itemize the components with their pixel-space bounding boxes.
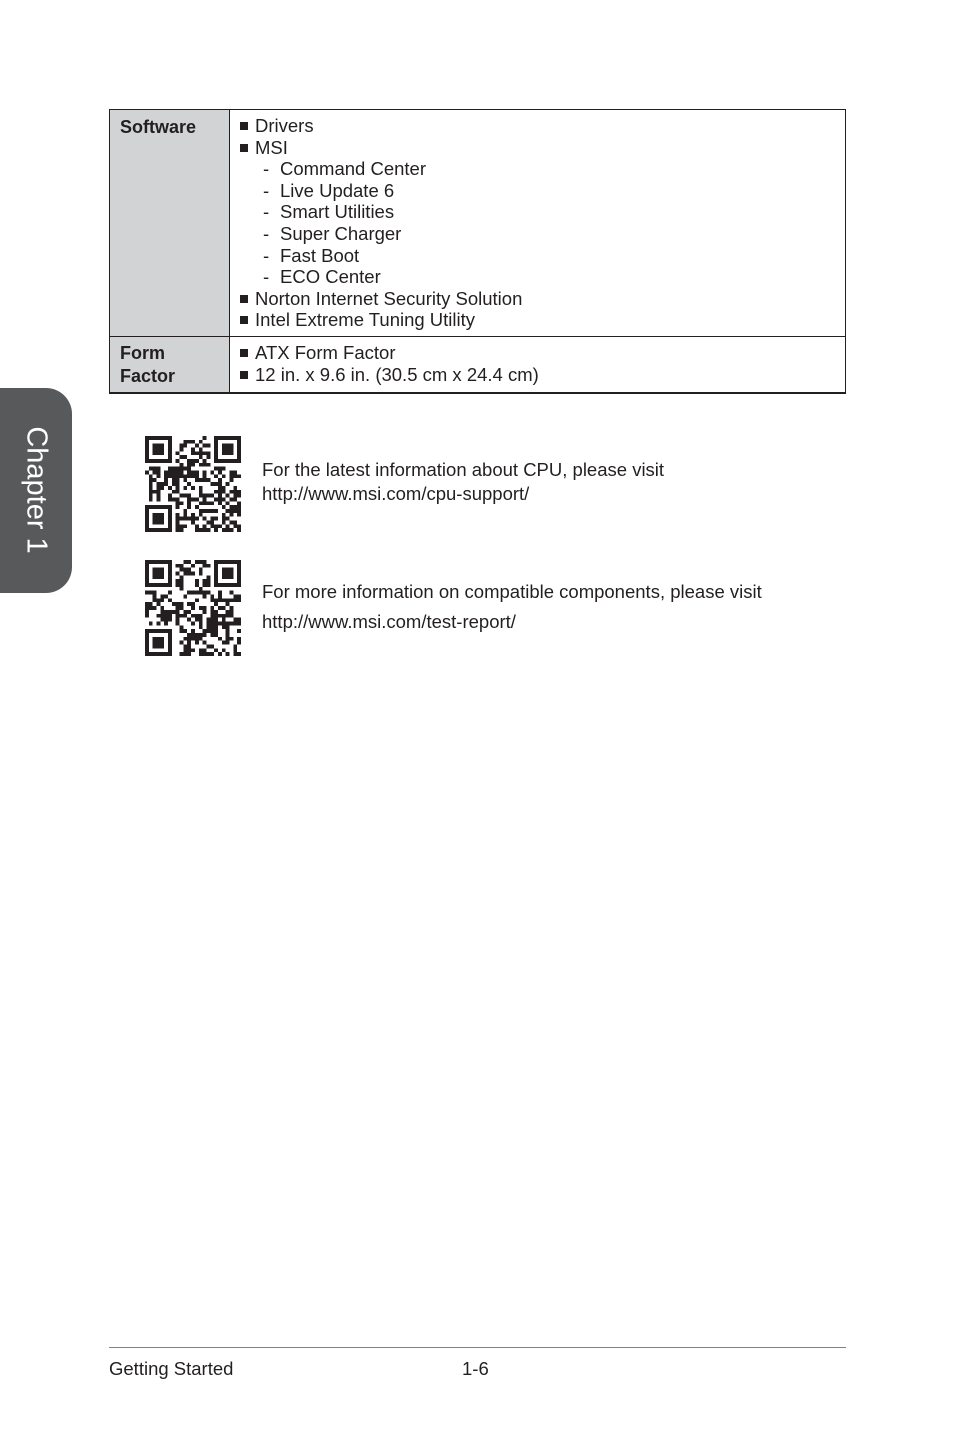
chapter-tab <box>0 388 72 593</box>
cpu-info-block <box>145 436 845 532</box>
test-report-link[interactable]: http://www.msi.com/test-report/ <box>262 611 516 632</box>
bullet-square-icon <box>240 295 248 303</box>
chapter-tab-label: Chapter 1 <box>20 426 53 554</box>
list-item: 12 in. x 9.6 in. (30.5 cm x 24.4 cm) <box>240 364 845 386</box>
list-item: MSI <box>240 137 845 159</box>
footer-section-title: Getting Started <box>109 1358 234 1379</box>
footer-page-number: 1-6 <box>462 1358 489 1379</box>
sub-list-item: - Command Center <box>263 158 427 180</box>
bullet-square-icon <box>240 122 248 130</box>
dash-icon: - <box>263 201 270 223</box>
spec-content-software <box>230 110 846 337</box>
dash-icon: - <box>263 179 270 201</box>
cpu-info-text: For the latest information about CPU, please visit <box>262 459 665 480</box>
spec-content-form-factor <box>230 337 846 393</box>
list-item: Norton Internet Security Solution <box>240 288 845 310</box>
sub-list-item: - ECO Center <box>263 266 381 288</box>
footer-divider <box>109 1347 846 1348</box>
dash-icon: - <box>263 222 270 244</box>
sub-list-item: - Fast Boot <box>263 244 360 266</box>
sub-list-item: - Super Charger <box>263 222 402 244</box>
spec-label-software: Software <box>110 110 230 337</box>
spec-label-form-factor <box>110 337 230 393</box>
sub-list-item: - Live Update 6 <box>263 179 395 201</box>
spec-label-line: Form <box>120 343 165 363</box>
bullet-square-icon <box>240 316 248 324</box>
bullet-square-icon <box>240 144 248 152</box>
list-item: Drivers <box>240 115 845 137</box>
spec-row-form-factor <box>110 337 846 393</box>
bullet-square-icon <box>240 349 248 357</box>
spec-row-software <box>110 110 846 337</box>
dash-icon: - <box>263 266 270 288</box>
bullet-square-icon <box>240 371 248 379</box>
sub-list-item: - Smart Utilities <box>263 201 395 223</box>
list-item: Intel Extreme Tuning Utility <box>240 309 845 331</box>
dash-icon: - <box>263 244 270 266</box>
spec-label-line: Factor <box>120 366 176 386</box>
list-item: ATX Form Factor <box>240 342 845 364</box>
test-report-info-text: For more information on compatible components, please visit <box>262 581 762 602</box>
qr-code-icon <box>145 560 241 656</box>
dash-icon: - <box>263 158 270 180</box>
test-report-info-block <box>145 560 845 656</box>
cpu-support-link[interactable]: http://www.msi.com/cpu-support/ <box>262 483 530 504</box>
spec-table <box>109 109 846 394</box>
qr-code-icon <box>145 436 241 532</box>
